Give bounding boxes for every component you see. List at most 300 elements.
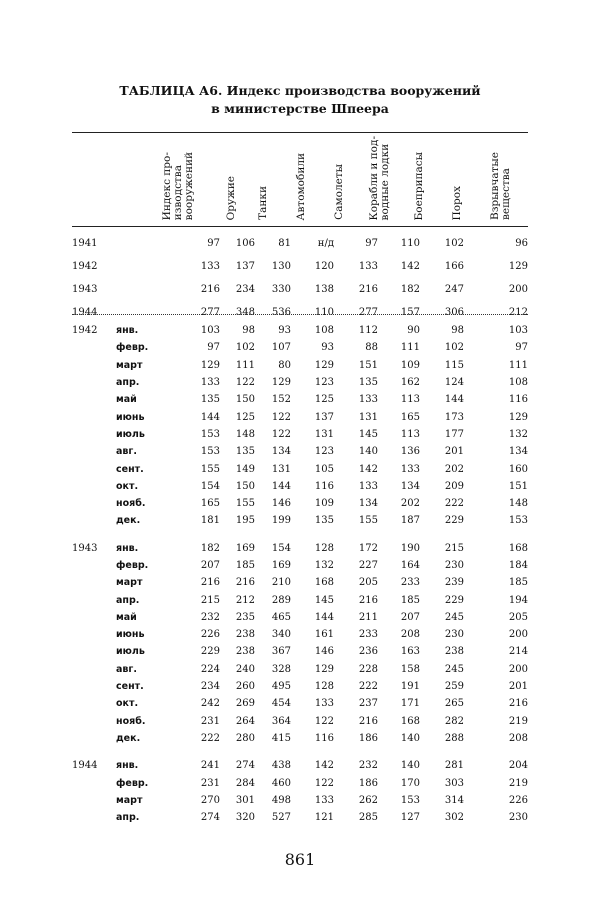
month-cell: янв. bbox=[116, 325, 139, 337]
value-cell: 182 bbox=[400, 284, 420, 295]
group-spacer bbox=[72, 530, 528, 540]
month-cell: дек. bbox=[116, 732, 141, 744]
value-cell: 111 bbox=[235, 359, 255, 371]
value-cell: 185 bbox=[235, 560, 255, 571]
value-cell: 185 bbox=[508, 577, 528, 589]
value-cell: 96 bbox=[515, 238, 528, 249]
year-cell bbox=[72, 695, 116, 712]
month-cell: март bbox=[116, 794, 143, 806]
value-cell: 165 bbox=[200, 498, 220, 510]
month-cell: авг. bbox=[116, 663, 137, 675]
value-cell: 133 bbox=[200, 261, 220, 272]
annual-table bbox=[72, 232, 528, 324]
table-row bbox=[72, 643, 528, 660]
value-cell: 277 bbox=[358, 307, 378, 318]
value-cell: 181 bbox=[200, 515, 220, 527]
value-cell: 153 bbox=[508, 515, 528, 527]
value-cell: 288 bbox=[444, 732, 464, 744]
value-cell: 233 bbox=[358, 629, 378, 641]
month-cell: дек. bbox=[116, 515, 141, 527]
value-cell: 110 bbox=[314, 307, 334, 318]
header-rule bbox=[72, 226, 528, 227]
value-cell: 232 bbox=[358, 760, 378, 772]
month-cell: май bbox=[116, 394, 137, 406]
value-cell: 239 bbox=[444, 577, 464, 589]
value-cell: 205 bbox=[358, 577, 378, 589]
value-cell: 151 bbox=[358, 359, 378, 371]
value-cell: 140 bbox=[400, 732, 420, 744]
value-cell: 145 bbox=[358, 428, 378, 440]
table-title bbox=[0, 82, 600, 118]
value-cell: 177 bbox=[444, 428, 464, 440]
month-cell: сент. bbox=[116, 681, 144, 693]
value-cell: 454 bbox=[271, 698, 291, 710]
year-cell bbox=[72, 339, 116, 356]
value-cell: 207 bbox=[400, 611, 420, 623]
month-cell: март bbox=[116, 577, 143, 589]
year-cell bbox=[72, 460, 116, 477]
value-cell: 88 bbox=[365, 342, 378, 354]
year-cell bbox=[72, 591, 116, 608]
value-cell: 122 bbox=[271, 411, 291, 423]
value-cell: 216 bbox=[235, 577, 255, 589]
table-row bbox=[72, 443, 528, 460]
month-cell: май bbox=[116, 611, 137, 623]
table-row bbox=[72, 792, 528, 809]
value-cell: 208 bbox=[400, 629, 420, 641]
value-cell: 229 bbox=[200, 646, 220, 658]
table-row bbox=[72, 460, 528, 477]
value-cell: 169 bbox=[271, 560, 291, 571]
table-row bbox=[72, 557, 528, 574]
value-cell: 231 bbox=[200, 715, 220, 727]
value-cell: 162 bbox=[400, 377, 420, 389]
value-cell: 102 bbox=[235, 342, 255, 354]
value-cell: 113 bbox=[400, 428, 420, 440]
value-cell: 202 bbox=[400, 498, 420, 510]
value-cell: 137 bbox=[235, 261, 255, 272]
value-cell: 132 bbox=[314, 560, 334, 571]
value-cell: 108 bbox=[508, 377, 528, 389]
value-cell: 498 bbox=[271, 794, 291, 806]
value-cell: 103 bbox=[508, 325, 528, 337]
value-cell: 216 bbox=[358, 284, 378, 295]
table-row bbox=[72, 730, 528, 747]
monthly-table bbox=[72, 322, 528, 826]
year-cell bbox=[72, 774, 116, 791]
value-cell: 135 bbox=[358, 377, 378, 389]
value-cell: 208 bbox=[508, 732, 528, 744]
value-cell: 212 bbox=[235, 594, 255, 606]
value-cell: 314 bbox=[444, 794, 464, 806]
value-cell: 130 bbox=[271, 261, 291, 272]
value-cell: 200 bbox=[508, 663, 528, 675]
column-header: Индекс про- изводства вооружений bbox=[161, 151, 195, 220]
value-cell: 160 bbox=[508, 463, 528, 475]
value-cell: 216 bbox=[200, 577, 220, 589]
value-cell: 367 bbox=[271, 646, 291, 658]
year-cell bbox=[72, 478, 116, 495]
value-cell: 172 bbox=[358, 542, 378, 554]
month-cell: янв. bbox=[116, 760, 139, 772]
value-cell: 164 bbox=[400, 560, 420, 571]
value-cell: 229 bbox=[444, 594, 464, 606]
value-cell: 142 bbox=[400, 261, 420, 272]
value-cell: 134 bbox=[358, 498, 378, 510]
value-cell: 111 bbox=[400, 342, 420, 354]
value-cell: 216 bbox=[508, 698, 528, 710]
value-cell: 122 bbox=[271, 428, 291, 440]
value-cell: 129 bbox=[271, 377, 291, 389]
dotted-separator bbox=[72, 314, 528, 315]
value-cell: 168 bbox=[508, 542, 528, 554]
value-cell: 128 bbox=[314, 681, 334, 693]
value-cell: 133 bbox=[358, 394, 378, 406]
value-cell: 109 bbox=[400, 359, 420, 371]
table-row bbox=[72, 626, 528, 643]
value-cell: 131 bbox=[271, 463, 291, 475]
value-cell: 140 bbox=[358, 446, 378, 458]
value-cell: 228 bbox=[358, 663, 378, 675]
value-cell: 129 bbox=[314, 663, 334, 675]
value-cell: 149 bbox=[235, 463, 255, 475]
value-cell: 168 bbox=[314, 577, 334, 589]
value-cell: 144 bbox=[271, 480, 291, 492]
value-cell: 186 bbox=[358, 732, 378, 744]
value-cell: 144 bbox=[444, 394, 464, 406]
month-cell: июнь bbox=[116, 411, 145, 423]
value-cell: 234 bbox=[235, 284, 255, 295]
table-row bbox=[72, 339, 528, 356]
value-cell: 264 bbox=[235, 715, 255, 727]
table-row bbox=[72, 695, 528, 712]
value-cell: 137 bbox=[314, 411, 334, 423]
value-cell: 109 bbox=[314, 498, 334, 510]
value-cell: 133 bbox=[200, 377, 220, 389]
value-cell: 199 bbox=[271, 515, 291, 527]
value-cell: 131 bbox=[358, 411, 378, 423]
year-cell bbox=[72, 426, 116, 443]
value-cell: 205 bbox=[508, 611, 528, 623]
year-cell bbox=[72, 557, 116, 574]
value-cell: 185 bbox=[400, 594, 420, 606]
month-cell: февр. bbox=[116, 342, 149, 354]
value-cell: 260 bbox=[235, 681, 255, 693]
table-row bbox=[72, 678, 528, 695]
year-cell bbox=[72, 713, 116, 730]
table-row bbox=[72, 757, 528, 774]
value-cell: 98 bbox=[242, 325, 255, 337]
value-cell: 153 bbox=[200, 428, 220, 440]
value-cell: 415 bbox=[271, 732, 291, 744]
value-cell: 364 bbox=[271, 715, 291, 727]
value-cell: 148 bbox=[508, 498, 528, 510]
value-cell: 219 bbox=[508, 715, 528, 727]
value-cell: 232 bbox=[200, 611, 220, 623]
table-row bbox=[72, 591, 528, 608]
value-cell: 105 bbox=[314, 463, 334, 475]
value-cell: 265 bbox=[444, 698, 464, 710]
value-cell: 106 bbox=[235, 238, 255, 249]
value-cell: 236 bbox=[358, 646, 378, 658]
value-cell: 142 bbox=[358, 463, 378, 475]
year-cell: 1943 bbox=[72, 284, 98, 295]
value-cell: 121 bbox=[314, 812, 334, 824]
value-cell: 209 bbox=[444, 480, 464, 492]
value-cell: 150 bbox=[235, 394, 255, 406]
table-row bbox=[72, 232, 528, 255]
value-cell: 224 bbox=[200, 663, 220, 675]
year-cell: 1944 bbox=[72, 307, 98, 318]
value-cell: 124 bbox=[444, 377, 464, 389]
value-cell: 277 bbox=[200, 307, 220, 318]
value-cell: 536 bbox=[271, 307, 291, 318]
value-cell: 145 bbox=[314, 594, 334, 606]
page-number: 861 bbox=[284, 850, 316, 869]
value-cell: 80 bbox=[278, 359, 291, 371]
value-cell: 280 bbox=[235, 732, 255, 744]
value-cell: 215 bbox=[444, 542, 464, 554]
value-cell: 129 bbox=[508, 411, 528, 423]
value-cell: 128 bbox=[314, 542, 334, 554]
year-cell bbox=[72, 626, 116, 643]
value-cell: 234 bbox=[200, 681, 220, 693]
value-cell: 182 bbox=[200, 542, 220, 554]
value-cell: 219 bbox=[508, 777, 528, 789]
value-cell: 122 bbox=[314, 777, 334, 789]
month-cell: окт. bbox=[116, 698, 139, 710]
value-cell: 216 bbox=[358, 594, 378, 606]
value-cell: 229 bbox=[444, 515, 464, 527]
year-cell bbox=[72, 730, 116, 747]
year-cell bbox=[72, 512, 116, 529]
table-row bbox=[72, 374, 528, 391]
value-cell: 129 bbox=[314, 359, 334, 371]
value-cell: 97 bbox=[365, 238, 378, 249]
month-cell: сент. bbox=[116, 463, 144, 475]
value-cell: 135 bbox=[200, 394, 220, 406]
table-row bbox=[72, 301, 528, 324]
value-cell: 135 bbox=[235, 446, 255, 458]
year-cell bbox=[72, 374, 116, 391]
value-cell: 153 bbox=[400, 794, 420, 806]
year-cell bbox=[72, 495, 116, 512]
year-cell bbox=[72, 661, 116, 678]
value-cell: 222 bbox=[444, 498, 464, 510]
value-cell: 90 bbox=[407, 325, 420, 337]
value-cell: 144 bbox=[314, 611, 334, 623]
value-cell: 148 bbox=[235, 428, 255, 440]
year-cell: 1943 bbox=[72, 542, 98, 554]
value-cell: 134 bbox=[271, 446, 291, 458]
value-cell: 103 bbox=[200, 325, 220, 337]
value-cell: 171 bbox=[400, 698, 420, 710]
value-cell: 153 bbox=[200, 446, 220, 458]
value-cell: 527 bbox=[271, 812, 291, 824]
value-cell: 216 bbox=[358, 715, 378, 727]
value-cell: 161 bbox=[314, 629, 334, 641]
table-row bbox=[72, 661, 528, 678]
value-cell: 138 bbox=[314, 284, 334, 295]
value-cell: 129 bbox=[508, 261, 528, 272]
value-cell: 122 bbox=[314, 715, 334, 727]
value-cell: 259 bbox=[444, 681, 464, 693]
value-cell: 245 bbox=[444, 663, 464, 675]
value-cell: 330 bbox=[271, 284, 291, 295]
value-cell: 195 bbox=[235, 515, 255, 527]
table-row bbox=[72, 278, 528, 301]
column-header: Оружие bbox=[225, 175, 237, 220]
table-row bbox=[72, 408, 528, 425]
value-cell: 320 bbox=[235, 812, 255, 824]
table-row bbox=[72, 495, 528, 512]
month-cell: июль bbox=[116, 646, 145, 658]
value-cell: 226 bbox=[200, 629, 220, 641]
month-cell: февр. bbox=[116, 560, 149, 571]
value-cell: 170 bbox=[400, 777, 420, 789]
year-cell bbox=[72, 408, 116, 425]
month-cell: июнь bbox=[116, 629, 145, 641]
column-header: Взрывчатые вещества bbox=[489, 151, 512, 220]
value-cell: 102 bbox=[444, 342, 464, 354]
month-cell: нояб. bbox=[116, 715, 146, 727]
value-cell: 125 bbox=[314, 394, 334, 406]
value-cell: 227 bbox=[358, 560, 378, 571]
year-cell bbox=[72, 792, 116, 809]
value-cell: 151 bbox=[508, 480, 528, 492]
month-cell bbox=[116, 232, 174, 255]
value-cell: 165 bbox=[400, 411, 420, 423]
table-row bbox=[72, 512, 528, 529]
year-cell bbox=[72, 357, 116, 374]
value-cell: 146 bbox=[271, 498, 291, 510]
month-cell: авг. bbox=[116, 446, 137, 458]
value-cell: 240 bbox=[235, 663, 255, 675]
value-cell: 235 bbox=[235, 611, 255, 623]
value-cell: 111 bbox=[508, 359, 528, 371]
value-cell: 194 bbox=[508, 594, 528, 606]
value-cell: 133 bbox=[358, 261, 378, 272]
month-cell: апр. bbox=[116, 812, 140, 824]
value-cell: 122 bbox=[235, 377, 255, 389]
value-cell: 230 bbox=[444, 560, 464, 571]
month-cell bbox=[116, 255, 174, 278]
value-cell: 155 bbox=[200, 463, 220, 475]
value-cell: 187 bbox=[400, 515, 420, 527]
value-cell: 129 bbox=[200, 359, 220, 371]
table-row bbox=[72, 713, 528, 730]
table-row bbox=[72, 774, 528, 791]
table-row bbox=[72, 609, 528, 626]
year-cell: 1944 bbox=[72, 760, 98, 772]
value-cell: 222 bbox=[358, 681, 378, 693]
value-cell: 102 bbox=[444, 238, 464, 249]
value-cell: 216 bbox=[200, 284, 220, 295]
month-cell: апр. bbox=[116, 377, 140, 389]
value-cell: 132 bbox=[508, 428, 528, 440]
value-cell: 133 bbox=[314, 698, 334, 710]
value-cell: 150 bbox=[235, 480, 255, 492]
value-cell: 120 bbox=[314, 261, 334, 272]
table-row bbox=[72, 478, 528, 495]
year-cell bbox=[72, 678, 116, 695]
month-cell: янв. bbox=[116, 542, 139, 554]
year-cell: 1942 bbox=[72, 325, 98, 337]
value-cell: 303 bbox=[444, 777, 464, 789]
value-cell: 302 bbox=[444, 812, 464, 824]
table-row bbox=[72, 426, 528, 443]
value-cell: 186 bbox=[358, 777, 378, 789]
value-cell: 241 bbox=[200, 760, 220, 772]
value-cell: 438 bbox=[271, 760, 291, 772]
table-row bbox=[72, 540, 528, 557]
value-cell: 201 bbox=[444, 446, 464, 458]
value-cell: 173 bbox=[444, 411, 464, 423]
column-header: Автомобили bbox=[295, 152, 307, 220]
value-cell: 233 bbox=[400, 577, 420, 589]
value-cell: 134 bbox=[508, 446, 528, 458]
month-cell: апр. bbox=[116, 594, 140, 606]
value-cell: 93 bbox=[321, 342, 334, 354]
value-cell: 97 bbox=[207, 342, 220, 354]
value-cell: 460 bbox=[271, 777, 291, 789]
value-cell: 108 bbox=[314, 325, 334, 337]
value-cell: 134 bbox=[400, 480, 420, 492]
value-cell: 465 bbox=[271, 611, 291, 623]
value-cell: 262 bbox=[358, 794, 378, 806]
value-cell: 142 bbox=[314, 760, 334, 772]
value-cell: 191 bbox=[400, 681, 420, 693]
value-cell: н/д bbox=[317, 238, 334, 249]
value-cell: 238 bbox=[235, 629, 255, 641]
value-cell: 222 bbox=[200, 732, 220, 744]
month-cell: окт. bbox=[116, 480, 139, 492]
value-cell: 107 bbox=[271, 342, 291, 354]
year-cell bbox=[72, 609, 116, 626]
month-cell: февр. bbox=[116, 777, 149, 789]
value-cell: 202 bbox=[444, 463, 464, 475]
value-cell: 204 bbox=[508, 760, 528, 772]
value-cell: 97 bbox=[515, 342, 528, 354]
value-cell: 123 bbox=[314, 377, 334, 389]
year-cell bbox=[72, 643, 116, 660]
value-cell: 306 bbox=[444, 307, 464, 318]
value-cell: 98 bbox=[451, 325, 464, 337]
value-cell: 200 bbox=[508, 284, 528, 295]
value-cell: 113 bbox=[400, 394, 420, 406]
value-cell: 207 bbox=[200, 560, 220, 571]
value-cell: 157 bbox=[400, 307, 420, 318]
value-cell: 201 bbox=[508, 681, 528, 693]
value-cell: 247 bbox=[444, 284, 464, 295]
value-cell: 158 bbox=[400, 663, 420, 675]
value-cell: 154 bbox=[200, 480, 220, 492]
value-cell: 133 bbox=[400, 463, 420, 475]
value-cell: 97 bbox=[207, 238, 220, 249]
value-cell: 200 bbox=[508, 629, 528, 641]
month-cell: март bbox=[116, 359, 143, 371]
value-cell: 190 bbox=[400, 542, 420, 554]
value-cell: 210 bbox=[271, 577, 291, 589]
value-cell: 238 bbox=[444, 646, 464, 658]
month-cell: нояб. bbox=[116, 498, 146, 510]
table-row bbox=[72, 574, 528, 591]
value-cell: 328 bbox=[271, 663, 291, 675]
title-line-2: в министерстве Шпеера bbox=[211, 101, 389, 116]
year-cell: 1941 bbox=[72, 238, 98, 249]
value-cell: 495 bbox=[271, 681, 291, 693]
value-cell: 110 bbox=[400, 238, 420, 249]
